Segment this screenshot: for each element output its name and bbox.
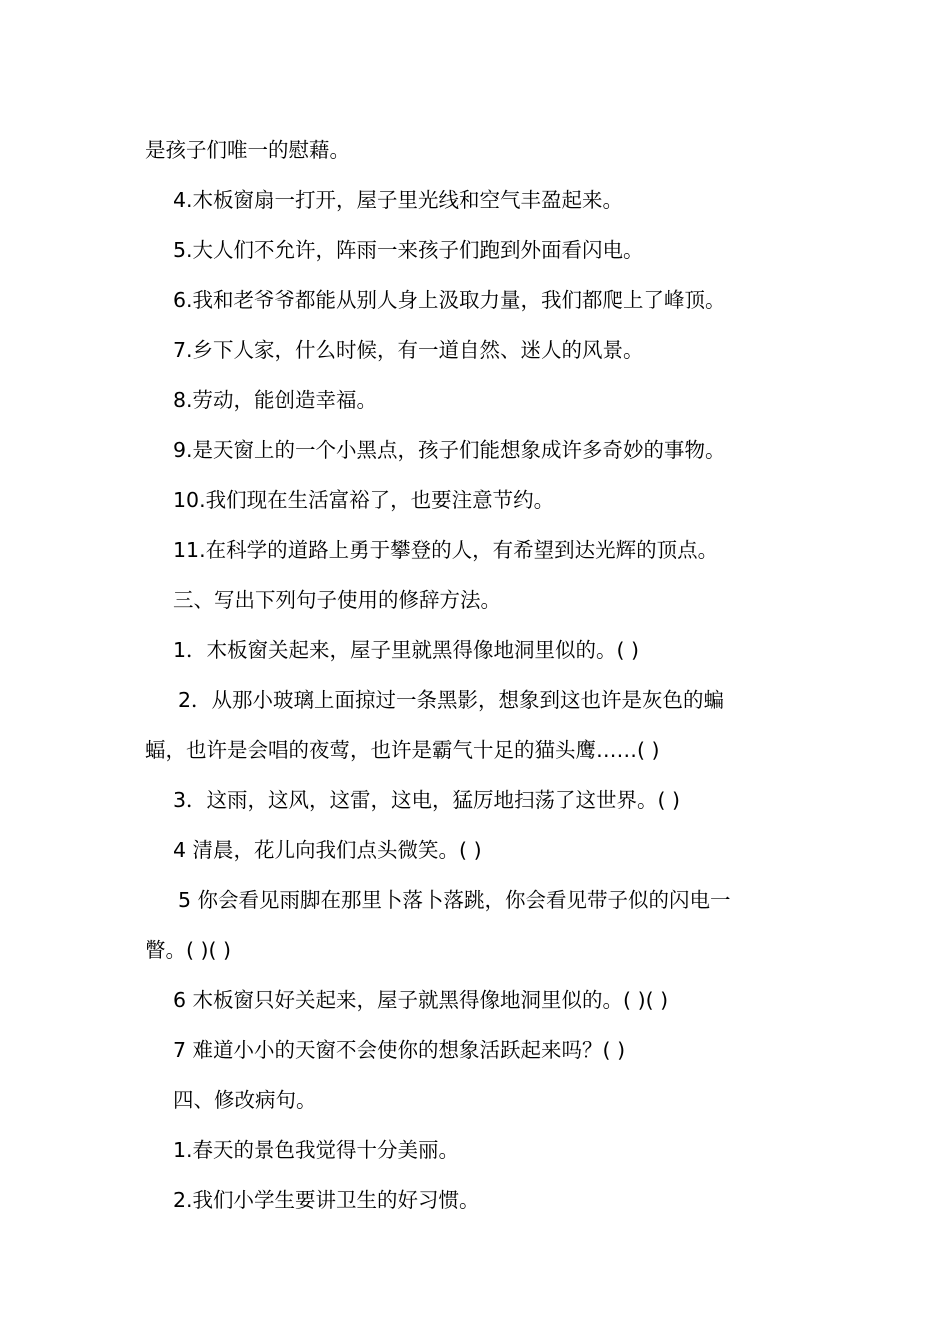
rhetoric-item-4: 4 清晨，花儿向我们点头微笑。( ) [173,838,482,862]
rhetoric-item-2-continuation: 蝠，也许是会唱的夜莺，也许是霸气十足的猫头鹰……( ) [145,738,660,762]
sentence-7: 7.乡下人家，什么时候，有一道自然、迷人的风景。 [173,338,644,362]
rhetoric-item-5-continuation: 瞥。( )( ) [145,938,232,962]
sentence-4: 4.木板窗扇一打开，屋子里光线和空气丰盈起来。 [173,188,624,212]
rhetoric-item-2: 2．从那小玻璃上面掠过一条黑影，想象到这也许是灰色的蝙 [178,688,725,712]
rhetoric-item-3: 3．这雨，这风，这雷，这电，猛厉地扫荡了这世界。( ) [173,788,681,812]
sentence-5: 5.大人们不允许，阵雨一来孩子们跑到外面看闪电。 [173,238,644,262]
rhetoric-item-7: 7 难道小小的天窗不会使你的想象活跃起来吗？( ) [173,1038,626,1062]
text-line-continuation: 是孩子们唯一的慰藉。 [145,138,350,162]
sentence-8: 8.劳动，能创造幸福。 [173,388,378,412]
section-heading-3: 三、写出下列句子使用的修辞方法。 [173,588,501,612]
rhetoric-item-5: 5 你会看见雨脚在那里卜落卜落跳，你会看见带子似的闪电一 [178,888,731,912]
correction-item-2: 2.我们小学生要讲卫生的好习惯。 [173,1188,480,1212]
sentence-9: 9.是天窗上的一个小黑点，孩子们能想象成许多奇妙的事物。 [173,438,726,462]
sentence-10: 10.我们现在生活富裕了，也要注意节约。 [173,488,555,512]
sentence-6: 6.我和老爷爷都能从别人身上汲取力量，我们都爬上了峰顶。 [173,288,726,312]
correction-item-1: 1.春天的景色我觉得十分美丽。 [173,1138,460,1162]
sentence-11: 11.在科学的道路上勇于攀登的人，有希望到达光辉的顶点。 [173,538,719,562]
rhetoric-item-1: 1．木板窗关起来，屋子里就黑得像地洞里似的。( ) [173,638,640,662]
rhetoric-item-6: 6 木板窗只好关起来，屋子就黑得像地洞里似的。( )( ) [173,988,669,1012]
section-heading-4: 四、修改病句。 [173,1088,317,1112]
